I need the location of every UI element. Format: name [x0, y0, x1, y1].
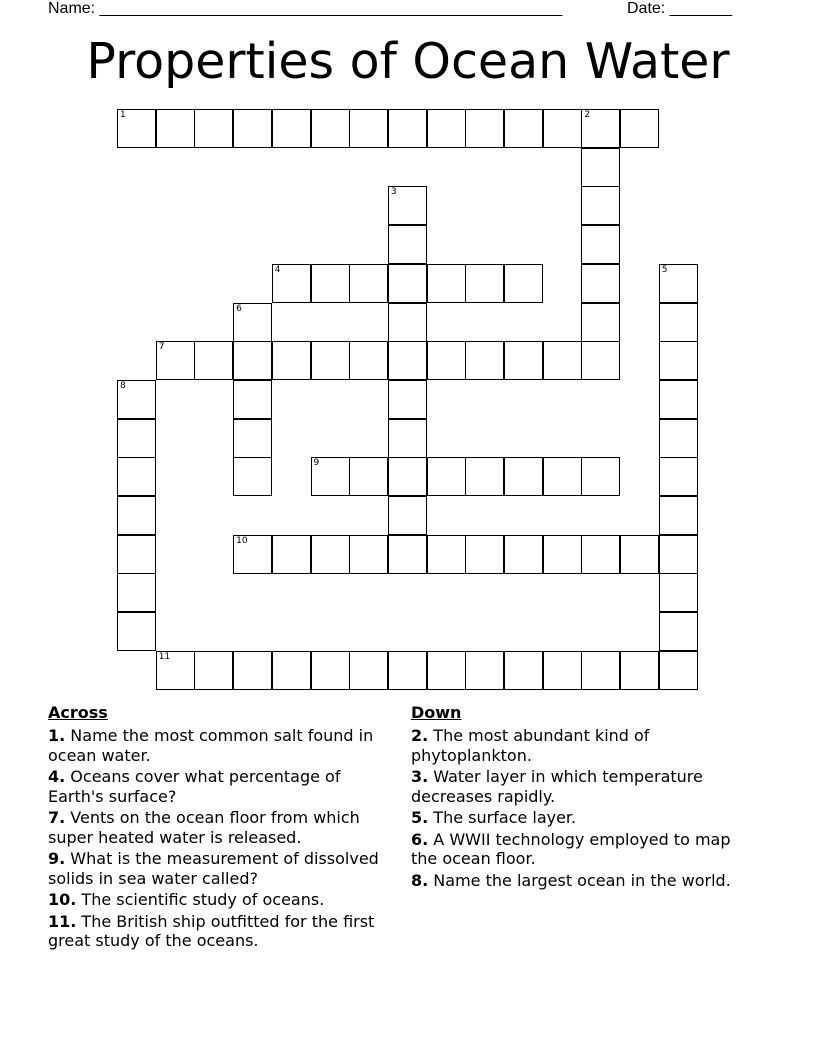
clue-text: The surface layer.: [428, 808, 577, 827]
clue-text: Name the most common salt found in ocean water.: [48, 726, 374, 765]
grid-cell[interactable]: [659, 341, 698, 380]
grid-cell[interactable]: [543, 341, 582, 380]
clue-number: 8.: [411, 870, 429, 890]
grid-cell[interactable]: [194, 109, 233, 148]
grid-cell[interactable]: [581, 225, 620, 264]
clue-number: 6.: [411, 829, 429, 849]
across-clues: [48, 703, 400, 953]
grid-cell[interactable]: [388, 225, 427, 264]
grid-cell[interactable]: [117, 612, 156, 651]
grid-cell[interactable]: [581, 303, 620, 342]
grid-cell[interactable]: [388, 651, 427, 690]
across-heading: Across: [48, 703, 108, 722]
grid-cell[interactable]: [581, 264, 620, 303]
grid-cell[interactable]: [504, 264, 543, 303]
grid-cell[interactable]: [659, 535, 698, 574]
grid-cell[interactable]: [543, 651, 582, 690]
down-clue: [411, 830, 751, 869]
grid-cell[interactable]: [117, 573, 156, 612]
grid-cell[interactable]: [465, 341, 504, 380]
grid-cell[interactable]: [388, 303, 427, 342]
clue-number-label: 7: [158, 342, 165, 353]
grid-cell[interactable]: [388, 109, 427, 148]
grid-cell[interactable]: [388, 457, 427, 496]
across-clue: [48, 767, 400, 806]
grid-cell[interactable]: [620, 109, 659, 148]
grid-cell[interactable]: [388, 341, 427, 380]
grid-cell[interactable]: [581, 186, 620, 225]
grid-cell[interactable]: [427, 341, 466, 380]
clue-number: 2.: [411, 726, 429, 745]
clue-number-label: 9: [313, 458, 320, 469]
down-heading: Down: [411, 703, 462, 722]
grid-cell[interactable]: [427, 651, 466, 690]
grid-cell[interactable]: [581, 109, 620, 148]
grid-cell[interactable]: [349, 457, 388, 496]
grid-cell[interactable]: [311, 264, 350, 303]
grid-cell[interactable]: [349, 109, 388, 148]
grid-cell[interactable]: [156, 341, 195, 380]
grid-cell[interactable]: [272, 264, 311, 303]
clue-number-label: 11: [158, 651, 171, 662]
grid-cell[interactable]: [427, 264, 466, 303]
grid-cell[interactable]: [233, 341, 272, 380]
across-clue-list: [48, 726, 400, 951]
clue-number-label: 5: [661, 264, 668, 275]
grid-cell[interactable]: [581, 651, 620, 690]
grid-cell[interactable]: [272, 109, 311, 148]
clue-number: 3.: [411, 767, 429, 786]
clue-text: The most abundant kind of phytoplankton.: [411, 726, 650, 765]
grid-cell[interactable]: [465, 109, 504, 148]
grid-cell[interactable]: [504, 651, 543, 690]
clue-text: Water layer in which temperature decreases rapidly.: [411, 767, 703, 806]
grid-cell[interactable]: [233, 109, 272, 148]
grid-cell[interactable]: [659, 264, 698, 303]
grid-cell[interactable]: [156, 651, 195, 690]
down-clue: [411, 871, 751, 891]
grid-cell[interactable]: [427, 457, 466, 496]
grid-cell[interactable]: [388, 419, 427, 458]
grid-cell[interactable]: [659, 380, 698, 419]
across-clue: [48, 912, 400, 951]
grid-cell[interactable]: [427, 109, 466, 148]
date-field[interactable]: Date: _______: [627, 0, 732, 17]
grid-cell[interactable]: [117, 419, 156, 458]
clue-text: Vents on the ocean floor from which super heated water is released.: [48, 808, 360, 847]
grid-cell[interactable]: [349, 264, 388, 303]
grid-cell[interactable]: [620, 535, 659, 574]
grid-cell[interactable]: [233, 419, 272, 458]
grid-cell[interactable]: [543, 457, 582, 496]
grid-cell[interactable]: [504, 109, 543, 148]
clue-number: 11.: [48, 911, 77, 931]
clue-text: Name the largest ocean in the world.: [428, 870, 731, 890]
grid-cell[interactable]: [620, 651, 659, 690]
clue-number: 5.: [411, 808, 429, 827]
grid-cell[interactable]: [659, 457, 698, 496]
grid-cell[interactable]: [117, 535, 156, 574]
down-clues: [411, 703, 751, 892]
clue-text: The scientific study of oceans.: [76, 890, 325, 909]
grid-cell[interactable]: [543, 535, 582, 574]
grid-cell[interactable]: [465, 651, 504, 690]
clue-number-label: 2: [584, 110, 591, 120]
grid-cell[interactable]: [233, 380, 272, 419]
grid-cell[interactable]: [272, 651, 311, 690]
grid-cell[interactable]: [349, 535, 388, 574]
clue-text: Oceans cover what percentage of Earth's surface?: [48, 767, 341, 806]
grid-cell[interactable]: [659, 303, 698, 342]
grid-cell[interactable]: [659, 573, 698, 612]
grid-cell[interactable]: [311, 341, 350, 380]
clue-number-label: 4: [274, 264, 281, 275]
grid-cell[interactable]: [659, 419, 698, 458]
grid-cell[interactable]: [465, 264, 504, 303]
grid-cell[interactable]: [117, 496, 156, 535]
grid-cell[interactable]: [194, 341, 233, 380]
grid-cell[interactable]: [233, 303, 272, 342]
across-clue: [48, 808, 400, 847]
grid-cell[interactable]: [581, 535, 620, 574]
grid-cell[interactable]: [581, 457, 620, 496]
grid-cell[interactable]: [465, 457, 504, 496]
clue-number-label: 6: [236, 303, 242, 314]
page-title: Properties of Ocean Water: [86, 33, 730, 90]
grid-cell[interactable]: [194, 651, 233, 690]
clue-text: A WWII technology employed to map the ocean floor.: [411, 829, 731, 868]
down-clue: [411, 808, 751, 828]
clue-number-label: 3: [390, 187, 397, 198]
grid-cell[interactable]: [117, 109, 156, 148]
grid-cell[interactable]: [233, 457, 272, 496]
clue-text: The British ship outfitted for the first great study of the oceans.: [48, 911, 375, 950]
clue-number: 4.: [48, 767, 66, 786]
grid-cell[interactable]: [543, 109, 582, 148]
grid-cell[interactable]: [388, 496, 427, 535]
grid-cell[interactable]: [504, 535, 543, 574]
grid-cell[interactable]: [465, 535, 504, 574]
clue-number-label: 1: [120, 110, 126, 120]
grid-cell[interactable]: [311, 535, 350, 574]
grid-cell[interactable]: [311, 109, 350, 148]
grid-cell[interactable]: [272, 535, 311, 574]
grid-cell[interactable]: [117, 457, 156, 496]
grid-cell[interactable]: [117, 380, 156, 419]
grid-cell[interactable]: [349, 341, 388, 380]
down-clue-list: [411, 726, 751, 890]
grid-cell[interactable]: [659, 612, 698, 651]
grid-cell[interactable]: [233, 651, 272, 690]
grid-cell[interactable]: [388, 380, 427, 419]
down-clue: [411, 767, 751, 806]
across-clue: [48, 890, 400, 910]
across-clue: [48, 726, 400, 765]
grid-cell[interactable]: [659, 651, 698, 690]
clue-number: 7.: [48, 808, 66, 827]
across-clue: [48, 849, 400, 888]
clue-number-label: 8: [120, 380, 126, 391]
grid-cell[interactable]: [388, 186, 427, 225]
clue-number: 1.: [48, 726, 66, 745]
clue-number-label: 10: [236, 535, 248, 546]
name-field[interactable]: Name: ____________________________________________________: [48, 0, 563, 17]
grid-cell[interactable]: [504, 457, 543, 496]
grid-cell[interactable]: [388, 535, 427, 574]
grid-cell[interactable]: [311, 457, 350, 496]
grid-cell[interactable]: [156, 109, 195, 148]
grid-cell[interactable]: [233, 535, 272, 574]
clue-text: What is the measurement of dissolved solids in sea water called?: [48, 849, 379, 888]
grid-cell[interactable]: [581, 148, 620, 187]
clue-number: 9.: [48, 849, 66, 868]
down-clue: [411, 726, 751, 765]
grid-cell[interactable]: [659, 496, 698, 535]
grid-cell[interactable]: [272, 341, 311, 380]
grid-cell[interactable]: [581, 341, 620, 380]
clue-number: 10.: [48, 890, 77, 909]
grid-cell[interactable]: [349, 651, 388, 690]
grid-cell[interactable]: [388, 264, 427, 303]
grid-cell[interactable]: [311, 651, 350, 690]
grid-cell[interactable]: [504, 341, 543, 380]
header: [48, 0, 748, 20]
grid-cell[interactable]: [427, 535, 466, 574]
